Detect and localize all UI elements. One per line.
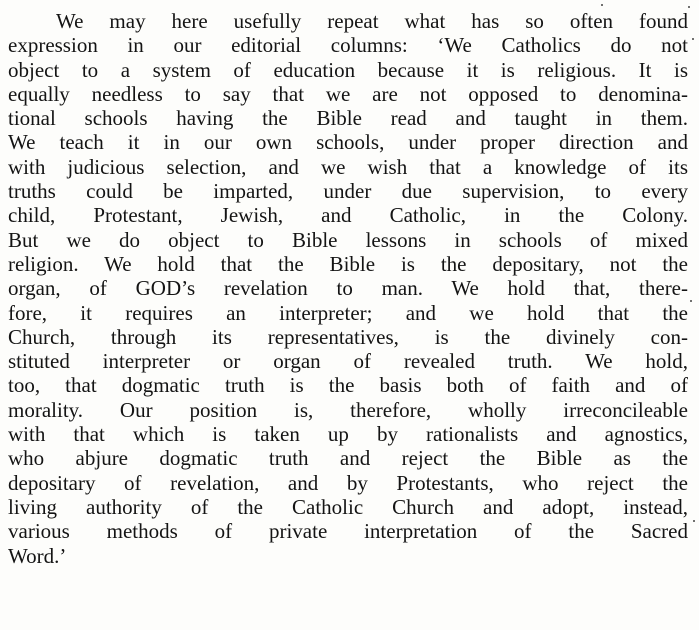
- text-line-15: stituted interpreter or organ of revealed truth. We hold,: [8, 349, 688, 374]
- text-line-22: various methods of private interpretation of the Sacred: [8, 519, 688, 544]
- text-line-6: We teach it in our own schools, under proper direction and: [8, 130, 688, 155]
- text-line-13: fore, it requires an interpreter; and we hold that the: [8, 300, 688, 325]
- scan-speck: [693, 520, 695, 522]
- text-line-23: Word.’: [8, 543, 67, 568]
- text-line-1: We may here usefully repeat what has so often found: [56, 9, 688, 33]
- text-line-2: expression in our editorial columns: ‘We Catholics do not: [8, 33, 688, 58]
- text-line-19: who abjure dogmatic truth and reject the Bible as the: [8, 446, 688, 471]
- text-line-18: with that which is taken up by rationalists and agnostics,: [8, 422, 688, 447]
- scan-speck: [692, 38, 694, 40]
- text-line-8: truths could be imparted, under due supervision, to every: [8, 179, 688, 204]
- text-line-3: object to a system of education because it is religious. It is: [8, 57, 688, 82]
- text-line-10: But we do object to Bible lessons in schools of mixed: [8, 227, 688, 252]
- text-line-5: tional schools having the Bible read and taught in them.: [8, 106, 688, 131]
- scan-speck: [601, 4, 603, 6]
- text-line-7: with judicious selection, and we wish that a knowledge of its: [8, 154, 688, 179]
- text-line-9: child, Protestant, Jewish, and Catholic, in the Colony.: [8, 203, 688, 228]
- article-paragraph: [8, 9, 688, 568]
- text-line-21: living authority of the Catholic Church and adopt, instead,: [8, 494, 688, 519]
- text-line-4: equally needless to say that we are not opposed to denomina-: [8, 81, 688, 106]
- scan-speck: [688, 6, 690, 8]
- text-line-12: organ, of GOD’s revelation to man. We hold that, there-: [8, 276, 688, 301]
- text-line-20: depositary of revelation, and by Protestants, who reject the: [8, 470, 688, 495]
- text-line-17: morality. Our position is, therefore, wholly irreconcileable: [8, 397, 688, 422]
- scan-speck: [690, 300, 692, 302]
- text-line-11: religion. We hold that the Bible is the depositary, not the: [8, 251, 688, 276]
- text-line-14: Church, through its representatives, is the divinely con-: [8, 324, 688, 349]
- text-line-16: too, that dogmatic truth is the basis both of faith and of: [8, 373, 688, 398]
